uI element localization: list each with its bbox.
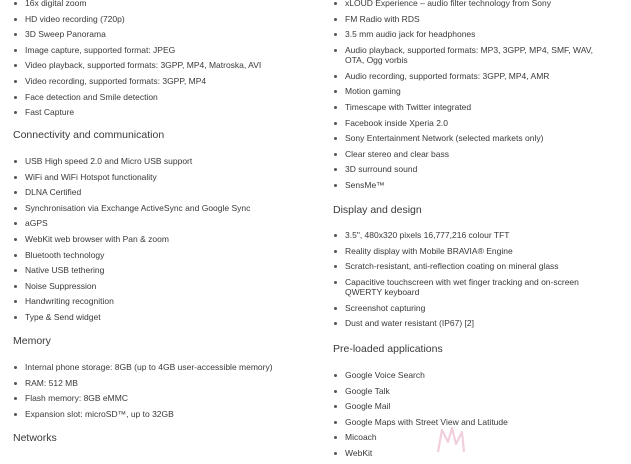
list-item — [0, 76, 320, 87]
list-item-text: USB High speed 2.0 and Micro USB support — [25, 156, 193, 166]
bullet-icon — [14, 382, 17, 385]
bullet-icon — [334, 2, 337, 5]
list-item — [320, 0, 631, 9]
list-item — [0, 45, 320, 56]
list-item-text: WebKit web browser with Pan & zoom — [25, 233, 169, 244]
list-item — [0, 265, 320, 276]
section-title-preloaded: Pre-loaded applications — [333, 343, 443, 355]
bullet-icon — [334, 153, 337, 156]
list-item-text: aGPS — [25, 218, 48, 229]
list-item-text: Facebook inside Xperia 2.0 — [345, 117, 449, 128]
list-item-text: WiFi and WiFi Hotspot functionality — [25, 171, 157, 182]
section-title-memory: Memory — [13, 335, 51, 347]
list-item — [320, 303, 631, 314]
bullet-icon — [14, 285, 17, 288]
bullet-icon — [334, 452, 337, 455]
list-item — [0, 107, 320, 118]
bullet-icon — [334, 122, 337, 125]
bullet-icon — [14, 316, 17, 319]
list-item-text: Google Maps with Street View and Latitude — [345, 416, 508, 427]
list-item — [0, 0, 320, 9]
list-item — [320, 118, 631, 129]
list-item-text: RAM: 512 MB — [25, 377, 78, 388]
bullet-icon — [14, 111, 17, 114]
list-item-text: 3D surround sound — [345, 164, 418, 175]
bullet-icon — [14, 254, 17, 257]
list-item-text: Video recording, supported formats: 3GPP, MP4 — [25, 75, 207, 86]
list-item-text: Timescape with Twitter integrated — [345, 102, 472, 113]
list-item-text: 3.5 mm audio jack for headphones — [345, 29, 476, 40]
bullet-icon — [334, 281, 337, 284]
list-item — [0, 156, 320, 167]
bullet-icon — [14, 80, 17, 83]
list-item-text: 3.5", 480x320 pixels 16,777,216 colour TFT — [345, 230, 510, 240]
bullet-icon — [334, 390, 337, 393]
bullet-icon — [334, 322, 337, 325]
bullet-icon — [14, 222, 17, 225]
list-item — [0, 92, 320, 103]
bullet-icon — [14, 33, 17, 36]
list-item-text: 3D Sweep Panorama — [25, 29, 106, 40]
list-item-text: Audio recording, supported formats: 3GPP, MP4, AMR — [345, 70, 550, 81]
bullet-icon — [14, 64, 17, 67]
list-item-text: Google Voice Search — [345, 370, 425, 380]
list-item — [320, 149, 631, 160]
bullet-icon — [334, 168, 337, 171]
bullet-icon — [334, 49, 337, 52]
list-item-text: Native USB tethering — [25, 265, 105, 276]
display-list — [320, 230, 631, 334]
list-item-text: Internal phone storage: 8GB (up to 4GB user-accessible memory) — [25, 362, 273, 372]
list-item-text: Micoach — [345, 432, 377, 443]
list-item — [320, 261, 631, 272]
list-item-text: Dust and water resistant (IP67) [2] — [345, 318, 474, 329]
list-item — [320, 401, 631, 412]
list-item-text: Type & Send widget — [25, 311, 101, 322]
list-item — [320, 370, 631, 381]
bullet-icon — [334, 436, 337, 439]
bullet-icon — [334, 137, 337, 140]
list-item-text: Video playback, supported formats: 3GPP, MP4, Matroska, AVI — [25, 60, 262, 71]
list-item-text: xLOUD Experience – audio filter technology from Sony — [345, 0, 551, 8]
list-item — [320, 102, 631, 113]
list-item — [320, 29, 631, 40]
list-item-text: Noise Suppression — [25, 280, 97, 291]
list-item — [0, 234, 320, 245]
list-item — [320, 180, 631, 191]
bullet-icon — [14, 366, 17, 369]
list-item — [0, 312, 320, 323]
list-item — [320, 318, 631, 329]
list-item-text: 16x digital zoom — [25, 0, 87, 8]
list-item-text: Reality display with Mobile BRAVIA® Engine — [345, 245, 513, 256]
bullet-icon — [334, 250, 337, 253]
audio-features-list — [320, 0, 631, 196]
list-item — [0, 378, 320, 389]
list-item — [320, 246, 631, 257]
list-item — [0, 187, 320, 198]
list-item — [320, 86, 631, 97]
list-item-text: Bluetooth technology — [25, 249, 105, 260]
list-item — [0, 172, 320, 183]
list-item — [0, 281, 320, 292]
list-item — [320, 230, 631, 241]
bullet-icon — [334, 265, 337, 268]
bullet-icon — [14, 191, 17, 194]
list-item — [320, 45, 631, 66]
bullet-icon — [334, 90, 337, 93]
list-item-text: Synchronisation via Exchange ActiveSync and Google Sync — [25, 202, 251, 213]
list-item — [320, 432, 631, 443]
list-item — [320, 386, 631, 397]
bullet-icon — [14, 413, 17, 416]
list-item-text: DLNA Certified — [25, 187, 82, 198]
list-item — [0, 14, 320, 25]
section-title-display: Display and design — [333, 204, 422, 216]
list-item — [320, 164, 631, 175]
list-item — [0, 296, 320, 307]
section-title-connectivity: Connectivity and communication — [13, 129, 165, 141]
list-item — [0, 203, 320, 214]
bullet-icon — [14, 300, 17, 303]
list-item-text: Motion gaming — [345, 86, 401, 97]
bullet-icon — [14, 207, 17, 210]
list-item-text: Fast Capture — [25, 107, 75, 118]
list-item-text: Google Talk — [345, 385, 390, 396]
bullet-icon — [334, 75, 337, 78]
list-item — [320, 277, 631, 298]
list-item — [0, 393, 320, 404]
bullet-icon — [14, 2, 17, 5]
list-item-text: Handwriting recognition — [25, 296, 114, 307]
list-item — [320, 71, 631, 82]
list-item-text: Sony Entertainment Network (selected markets only) — [345, 133, 544, 144]
list-item — [0, 250, 320, 261]
list-item — [0, 60, 320, 71]
list-item-text: FM Radio with RDS — [345, 13, 420, 24]
bullet-icon — [14, 397, 17, 400]
list-item — [0, 29, 320, 40]
bullet-icon — [14, 176, 17, 179]
bullet-icon — [334, 184, 337, 187]
section-title-networks: Networks — [13, 432, 57, 444]
list-item — [320, 14, 631, 25]
list-item — [0, 218, 320, 229]
bullet-icon — [334, 234, 337, 237]
bullet-icon — [14, 96, 17, 99]
list-item-text: Expansion slot: microSD™, up to 32GB — [25, 408, 174, 419]
memory-list — [0, 362, 320, 424]
list-item-text: Audio playback, supported formats: MP3, 3GPP, MP4, SMF, WAV, OTA, Ogg vorbis — [345, 44, 594, 66]
list-item-text: Capacitive touchscreen with wet finger tracking and on-screen QWERTY keyboard — [345, 276, 579, 298]
bullet-icon — [14, 49, 17, 52]
list-item-text: Google Mail — [345, 401, 391, 412]
bullet-icon — [334, 405, 337, 408]
bullet-icon — [14, 238, 17, 241]
bullet-icon — [334, 18, 337, 21]
list-item-text: Image capture, supported format: JPEG — [25, 44, 176, 55]
connectivity-list — [0, 156, 320, 328]
list-item-text: Screenshot capturing — [345, 302, 426, 313]
list-item — [320, 133, 631, 144]
list-item-text: Scratch-resistant, anti-reflection coating on mineral glass — [345, 261, 559, 272]
bullet-icon — [334, 33, 337, 36]
list-item-text: Flash memory: 8GB eMMC — [25, 393, 128, 404]
list-item-text: SensMe™ — [345, 180, 385, 191]
bullet-icon — [334, 421, 337, 424]
bullet-icon — [14, 269, 17, 272]
list-item — [320, 417, 631, 428]
camera-features-list — [0, 0, 320, 123]
list-item — [0, 362, 320, 373]
list-item-text: WebKit — [345, 447, 373, 458]
bullet-icon — [334, 307, 337, 310]
list-item-text: HD video recording (720p) — [25, 13, 125, 24]
bullet-icon — [14, 160, 17, 163]
bullet-icon — [14, 18, 17, 21]
bullet-icon — [334, 106, 337, 109]
bullet-icon — [334, 374, 337, 377]
list-item-text: Face detection and Smile detection — [25, 91, 158, 102]
list-item-text: Clear stereo and clear bass — [345, 148, 449, 159]
list-item — [0, 409, 320, 420]
